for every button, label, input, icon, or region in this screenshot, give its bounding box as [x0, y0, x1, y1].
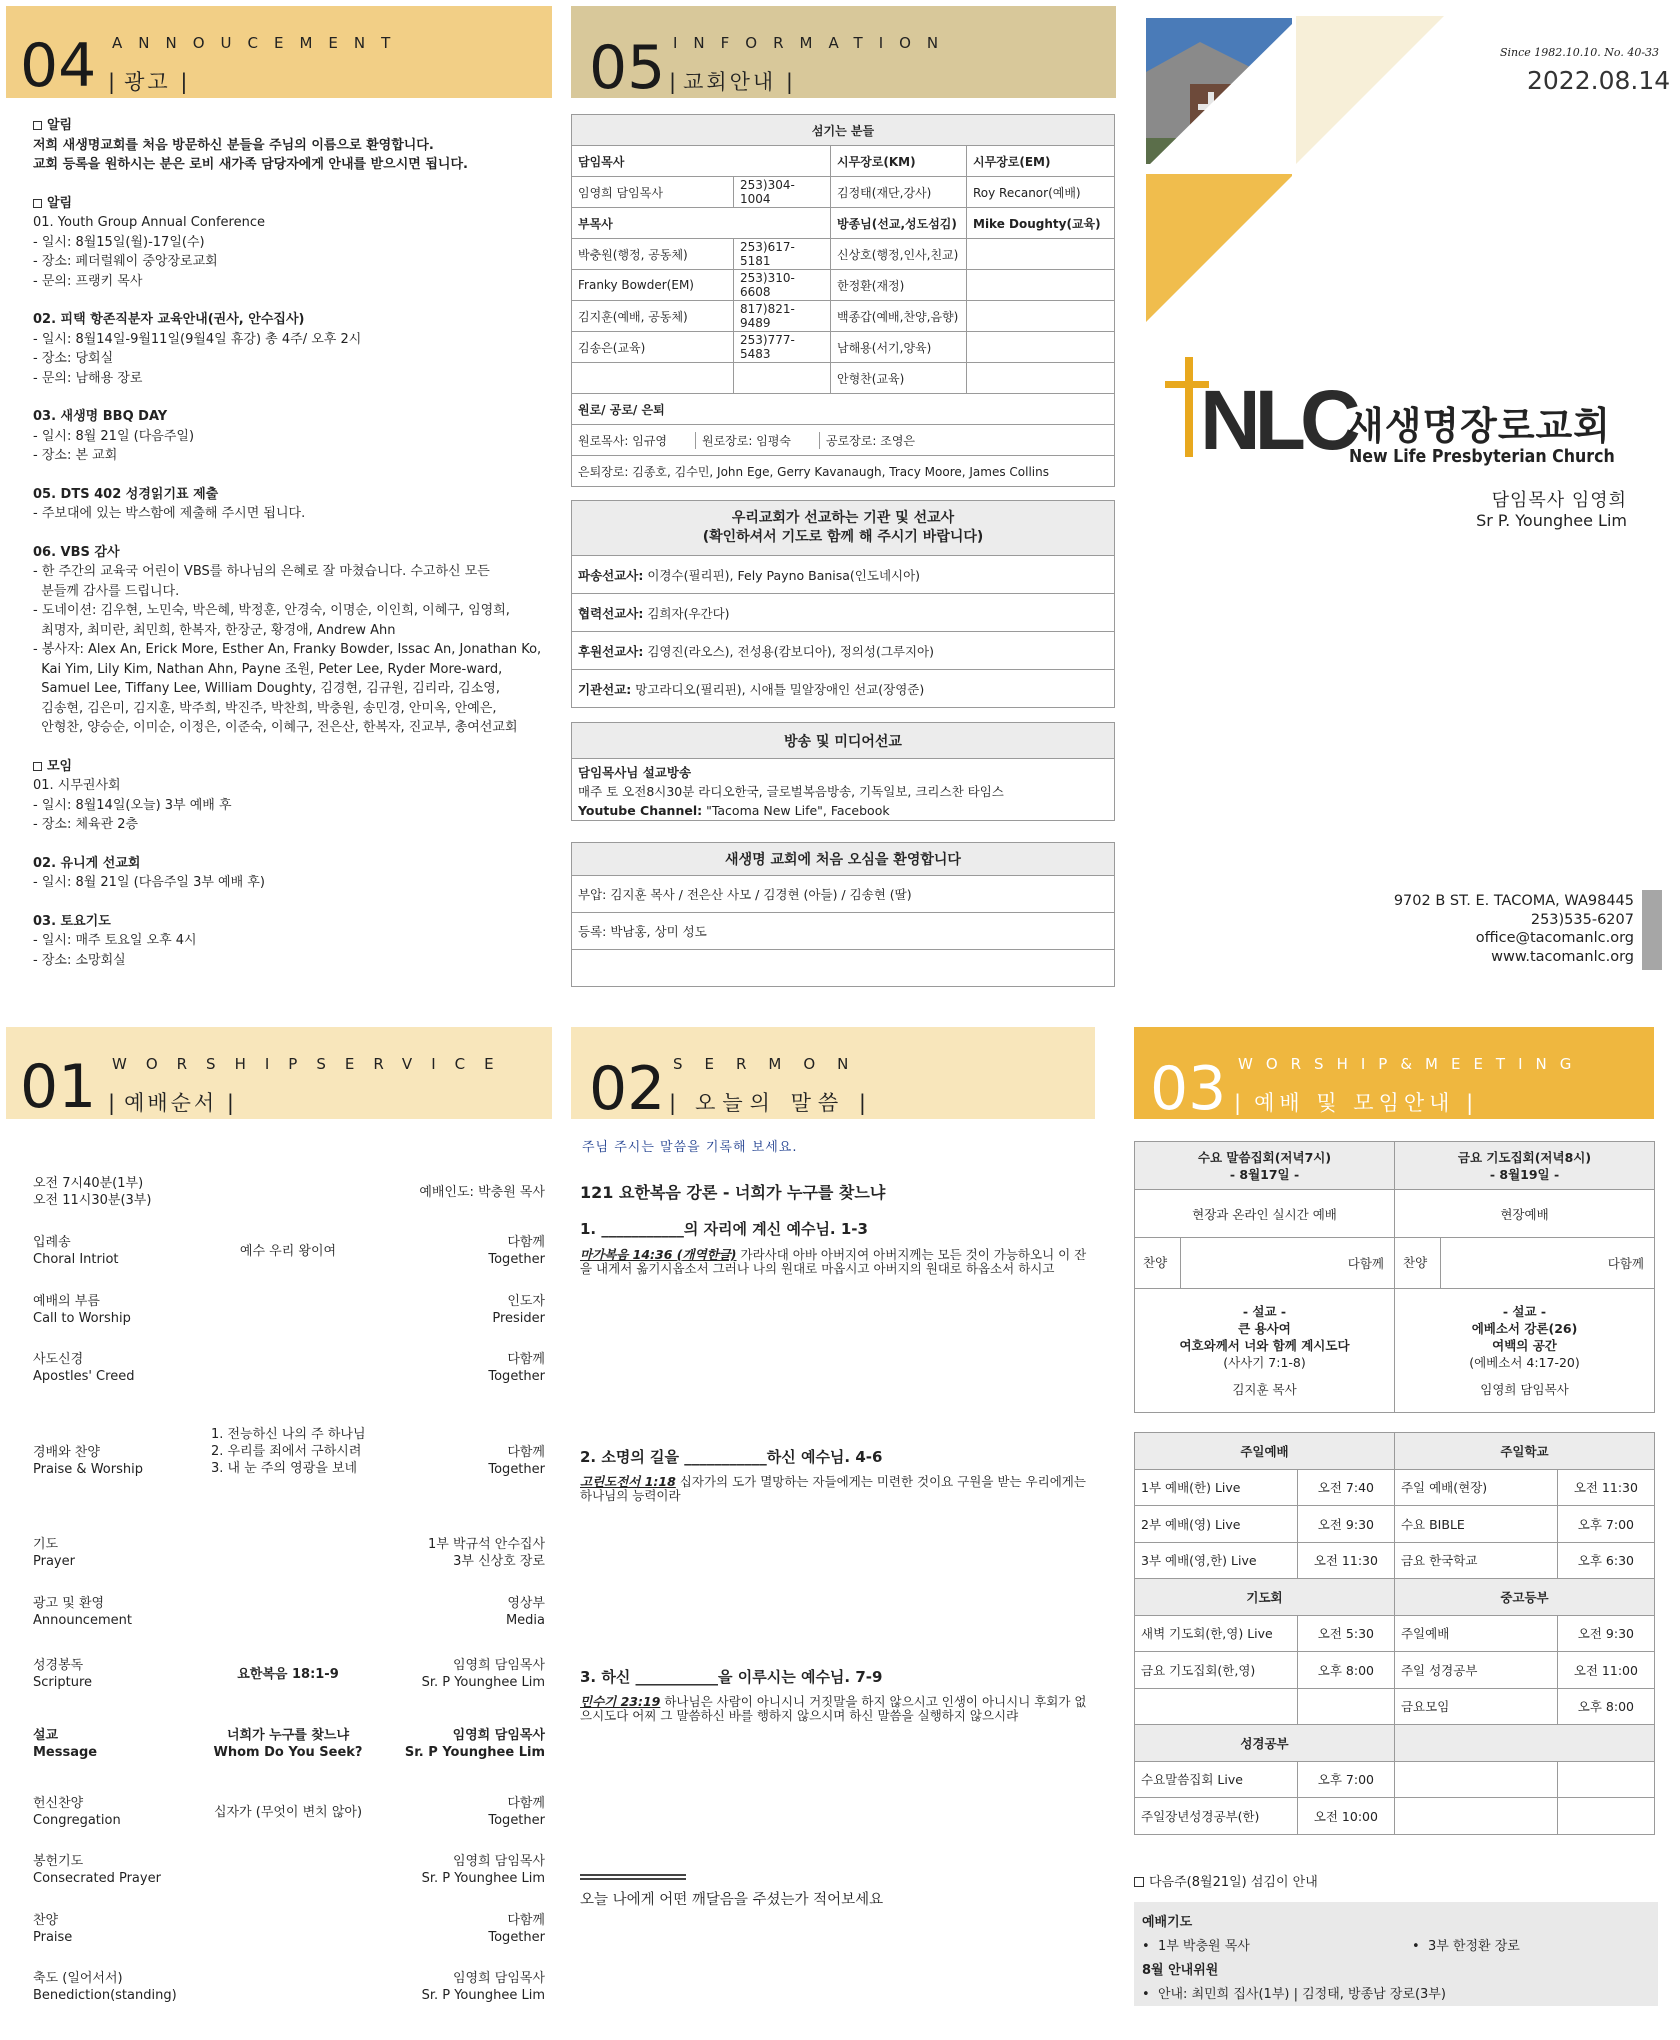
staff-cell	[572, 363, 734, 394]
church-name-kor: 새생명장로교회	[1347, 404, 1611, 448]
section-kor-title: | 교회안내 |	[669, 70, 796, 94]
verse-3: 민수기 23:19 하나님은 사람이 아니시니 거짓말을 하지 않으시고 인생이 아니시니 후회가 없으시도다 어찌 그 말씀하신 바를 행하지 않으시며 하신 말씀을 실행하지 않으시랴	[580, 1694, 1087, 1723]
section-number: 01	[20, 1052, 97, 1119]
cover-art	[1140, 12, 1460, 332]
section-number: 03	[1150, 1054, 1227, 1119]
order-leader: 임영희 담임목사 Sr. P Younghee Lim	[421, 1854, 545, 1886]
announcement-line: - 한 주간의 교육국 어린이 VBS를 하나님의 은혜로 잘 마쳤습니다. 수고하신 모든	[33, 564, 490, 579]
announcement-block	[33, 543, 548, 738]
schedule-cell	[1557, 1798, 1654, 1835]
schedule-cell: 금요 기도집회(한,영)	[1135, 1652, 1298, 1689]
order-leader: 다함께 Together	[488, 1352, 545, 1384]
verse-1: 마가복음 14:36 (개역한글) 가라사대 아바 아버지여 아버지께는 모든 것이 가능하오니 이 잔을 내게서 옮기시옵소서 그러나 나의 원대로 마옵시고 아버지의 원대로 하옵소서 하시고	[580, 1247, 1087, 1276]
welcome-title: 새생명 교회에 처음 오심을 환영합니다	[572, 843, 1115, 876]
schedule-cell: 주일예배	[1394, 1615, 1557, 1652]
fri-heading: 금요 기도집회(저녁8시) - 8월19일 -	[1395, 1142, 1655, 1190]
announcement-line: 모임	[33, 757, 548, 777]
retired-elders: 은퇴장로: 김종호, 김수민, John Ege, Gerry Kavanaugh, Tracy Moore, James Collins	[572, 456, 1115, 487]
order-leader: 임영희 담임목사 Sr. P Younghee Lim	[421, 1658, 545, 1690]
schedule-cell	[1394, 1761, 1557, 1798]
contact-block	[1380, 892, 1634, 966]
announcement-line: - 일시: 8월 21일 (다음주일)	[33, 428, 195, 444]
staff-cell: 임영희 담임목사	[572, 177, 734, 208]
schedule-empty	[1394, 1725, 1654, 1762]
announcement-line: - 장소: 소망회실	[33, 952, 126, 968]
prayer-label: 예배기도	[1142, 1915, 1193, 1930]
staff-cell: 담임목사	[572, 146, 831, 177]
announcement-header	[6, 6, 552, 98]
media-broadcast: 매주 토 오전8시30분 라디오한국, 글로벌복음방송, 기독일보, 크리스찬 타임스	[578, 784, 1004, 799]
announcement-line: - 장소: 본 교회	[33, 448, 118, 463]
order-item: 사도신경 Apostles' Creed	[33, 1352, 135, 1384]
staff-cell	[734, 363, 831, 394]
staff-cell	[967, 332, 1115, 363]
square-bullet-icon	[33, 121, 42, 130]
point-2: 2. 소명의 길을 ___________하신 예수님. 4-6	[580, 1448, 883, 1466]
welcome-empty-row	[572, 950, 1115, 987]
fri-praise-label: 찬양	[1395, 1238, 1441, 1288]
staff-cell: 253)304-1004	[734, 177, 831, 208]
staff-title: 섬기는 분들	[572, 115, 1115, 146]
announcement-line: - 봉사자: Alex An, Erick More, Esther An, Franky Bowder, Issac An, Jonathan Ko,	[33, 642, 542, 657]
section-kor-title: | 예배 및 모임안내 |	[1234, 1091, 1479, 1115]
staff-cell: 남해용(서기,양육)	[831, 332, 967, 363]
staff-cell: 253)777-5483	[734, 332, 831, 363]
square-bullet-icon	[33, 199, 42, 208]
schedule-cell: 오전 5:30	[1297, 1615, 1394, 1652]
section-kor-title: | 예배순서 |	[108, 1091, 237, 1115]
announcement-line: - 일시: 8월14일(오늘) 3부 예배 후	[33, 797, 232, 813]
wed-praise-value: 다함께	[1347, 1256, 1384, 1271]
order-content: 십자가 (무엇이 변치 않아)	[213, 1805, 363, 1820]
announcement-line: 교회 등록을 원하시는 분은 로비 새가족 담당자에게 안내를 받으시면 됩니다.	[33, 157, 468, 172]
schedule-cell: 오후 8:00	[1297, 1652, 1394, 1689]
order-item: 경배와 찬양 Praise & Worship	[33, 1445, 143, 1477]
staff-table	[571, 114, 1115, 487]
staff-cell: 253)617-5181	[734, 239, 831, 270]
order-item: 기도 Prayer	[33, 1537, 75, 1569]
order-leader: 예배인도: 박충원 목사	[419, 1185, 545, 1200]
address: 9702 B ST. E. TACOMA, WA98445	[1393, 893, 1634, 909]
welcome-box	[571, 842, 1115, 987]
mission-row: 후원선교사: 김영진(라오스), 전성용(캄보디아), 정의성(그루지아)	[572, 632, 1115, 670]
media-subtitle: 담임목사님 설교방송	[578, 765, 692, 780]
schedule-cell: 3부 예배(영,한) Live	[1135, 1542, 1298, 1579]
order-leader: 인도자 Presider	[492, 1294, 545, 1326]
schedule-cell: 오전 10:00	[1297, 1798, 1394, 1835]
since-line: Since 1982.10.10. No. 40-33	[1500, 46, 1660, 59]
announcement-line: - 장소: 체육관 2층	[33, 817, 139, 832]
announcement-block	[33, 194, 548, 292]
announcement-block	[33, 407, 548, 466]
logo-text: NLC	[1200, 373, 1355, 467]
schedule-cell	[1135, 1688, 1298, 1725]
announcement-line: - 도네이션: 김우현, 노민숙, 박은혜, 박정훈, 안경숙, 이명순, 이인희, 이혜구, 임영희,	[33, 603, 510, 618]
announcement-line: - 장소: 페더럴웨이 중앙장로교회	[33, 254, 218, 269]
announcement-block	[33, 485, 548, 524]
announcement-line: 02. 유니게 선교회	[33, 855, 141, 871]
staff-cell: 김지훈(예배, 공동체)	[572, 301, 734, 332]
schedule-cell: 오전 11:30	[1557, 1469, 1654, 1506]
staff-cell: Franky Bowder(EM)	[572, 270, 734, 301]
mission-row: 기관선교: 망고라디오(필리핀), 시애틀 밀알장애인 선교(장영준)	[572, 670, 1115, 708]
point-1: 1. ___________의 자리에 계신 예수님. 1-3	[580, 1220, 868, 1238]
schedule-cell: 오후 7:00	[1557, 1506, 1654, 1543]
schedule-cell: 오전 11:30	[1297, 1542, 1394, 1579]
mission-row: 파송선교사: 이경수(필리핀), Fely Payno Banisa(인도네시아)	[572, 556, 1115, 594]
wed-praise-label: 찬양	[1135, 1238, 1181, 1288]
order-item: 광고 및 환영 Announcement	[33, 1596, 132, 1628]
order-leader: 다함께 Together	[488, 1235, 545, 1267]
order-item: 예배의 부름 Call to Worship	[33, 1294, 131, 1326]
staff-cell: 김정태(재단,강사)	[831, 177, 967, 208]
mission-box	[571, 500, 1115, 708]
announcement-line: Samuel Lee, Tiffany Lee, William Doughty, 김경현, 김규원, 김리라, 김소영,	[33, 681, 500, 696]
order-item: 축도 (일어서서) Benediction(standing)	[33, 1971, 177, 2003]
cover-triangle-cream	[1296, 16, 1444, 164]
pastor-eng: Sr P. Younghee Lim	[1476, 511, 1627, 530]
guide-line: • 안내: 최민희 집사(1부) | 김정태, 방종남 장로(3부)	[1142, 1987, 1446, 2002]
schedule-cell: 수요말씀집회 Live	[1135, 1761, 1298, 1798]
midweek-table	[1134, 1141, 1655, 1413]
fri-praise-value: 다함께	[1607, 1256, 1644, 1271]
announcement-block	[33, 116, 548, 175]
schedule-heading: 기도회	[1135, 1579, 1395, 1616]
announcement-line: 05. DTS 402 성경읽기표 제출	[33, 486, 219, 502]
section-eng-title: ANNOUCEMENT	[112, 34, 407, 52]
announcement-line: 06. VBS 감사	[33, 544, 120, 560]
email-link[interactable]: office@tacomanlc.org	[1475, 930, 1634, 946]
order-item: 헌신찬양 Congregation	[33, 1796, 121, 1828]
sermon-header	[571, 1027, 1095, 1119]
order-content: 요한복음 18:1-9	[237, 1667, 339, 1682]
announcement-block	[33, 757, 548, 835]
staff-cell: Roy Recanor(예배)	[967, 177, 1115, 208]
schedule-heading: 주일예배	[1135, 1433, 1395, 1470]
order-content: 예수 우리 왕이여	[239, 1244, 337, 1259]
cover-side-bar	[1642, 890, 1662, 970]
elder-title: 원로/ 공로/ 은퇴	[572, 394, 1115, 425]
announcement-line: 분들께 감사를 드립니다.	[33, 583, 180, 599]
order-leader: 영상부 Media	[505, 1596, 545, 1628]
announcement-line: - 일시: 8월 21일 (다음주일 3부 예배 후)	[33, 875, 265, 890]
schedule-cell	[1394, 1798, 1557, 1835]
media-box	[571, 722, 1115, 821]
pastor-kor: 담임목사 임영희	[1491, 490, 1627, 511]
staff-cell	[967, 301, 1115, 332]
section-eng-title: WORSHIP&MEETING	[1238, 1055, 1585, 1073]
announcement-line: - 문의: 프랭키 목사	[33, 273, 143, 289]
announcement-line: 01. 시무권사회	[33, 778, 121, 793]
announcement-line: Kai Yim, Lily Kim, Nathan Ahn, Payne 조원, Peter Lee, Ryder More-ward,	[33, 661, 503, 677]
schedule-cell: 금요모임	[1394, 1688, 1557, 1725]
staff-cell: Mike Doughty(교육)	[967, 208, 1115, 239]
staff-cell	[967, 239, 1115, 270]
staff-cell: 방종님(선교,성도섬김)	[831, 208, 967, 239]
schedule-cell: 오전 9:30	[1297, 1506, 1394, 1543]
staff-cell: 부목사	[572, 208, 831, 239]
order-leader: 다함께 Together	[488, 1445, 545, 1477]
schedule-cell: 오후 6:30	[1557, 1542, 1654, 1579]
order-leader: 임영희 담임목사 Sr. P Younghee Lim	[421, 1971, 545, 2003]
schedule-heading: 성경공부	[1135, 1725, 1395, 1762]
order-item: 봉헌기도 Consecrated Prayer	[33, 1854, 161, 1886]
mission-row: 협력선교사: 김희자(우간다)	[572, 594, 1115, 632]
welcome-registered: 등록: 박남홍, 상미 성도	[572, 913, 1115, 950]
square-bullet-icon	[33, 762, 42, 771]
staff-cell: 안형찬(교육)	[831, 363, 967, 394]
sermon-hint: 주님 주시는 말씀을 기록해 보세요.	[582, 1140, 798, 1155]
next-week-box	[1134, 1902, 1658, 2006]
staff-cell: 신상호(행정,인사,친교)	[831, 239, 967, 270]
point-3: 3. 하신 ___________을 이루시는 예수님. 7-9	[580, 1668, 883, 1686]
phone: 253)535-6207	[1530, 911, 1634, 928]
announcement-block	[33, 912, 548, 971]
announcement-block	[33, 310, 548, 388]
section-kor-title: | 광고 |	[108, 70, 191, 94]
section-number: 04	[20, 31, 97, 98]
announcement-line: 03. 새생명 BBQ DAY	[33, 409, 168, 424]
schedule-cell	[1557, 1761, 1654, 1798]
fri-sermon: - 설교 - 에베소서 강론(26) 여백의 공간 (에베소서 4:17-20) 임영희 담임목사	[1395, 1289, 1655, 1413]
order-item: 오전 7시40분(1부) 오전 11시30분(3부)	[33, 1176, 152, 1208]
sermon-title: 121 요한복음 강론 - 너희가 누구를 찾느냐	[580, 1183, 886, 1202]
announcement-line: 알림	[33, 194, 548, 214]
section-kor-title: | 오늘의 말씀 |	[669, 1091, 873, 1115]
schedule-cell: 새벽 기도회(한,영) Live	[1135, 1615, 1298, 1652]
schedule-cell: 2부 예배(영) Live	[1135, 1506, 1298, 1543]
staff-cell: 817)821-9489	[734, 301, 831, 332]
order-content: 1. 전능하신 나의 주 하나님 2. 우리를 죄에서 구하시려 3. 내 눈 주의 영광을 보네	[211, 1427, 366, 1476]
staff-cell: 박충원(행정, 공동체)	[572, 239, 734, 270]
worship-header	[6, 1027, 552, 1119]
order-item: 설교 Message	[33, 1728, 98, 1760]
schedule-heading: 주일학교	[1394, 1433, 1654, 1470]
section-number: 02	[589, 1054, 666, 1119]
announcement-line: - 장소: 당회실	[33, 351, 114, 366]
announcement-line: - 일시: 매주 토요일 오후 4시	[33, 933, 197, 948]
schedule-cell: 오전 7:40	[1297, 1469, 1394, 1506]
guide-label: 8월 안내위원	[1142, 1963, 1219, 1978]
announcement-line: 최명자, 최미란, 최민희, 한복자, 한장군, 황경애, Andrew Ahn	[33, 622, 396, 638]
schedule-cell: 1부 예배(한) Live	[1135, 1469, 1298, 1506]
cross-icon	[1185, 357, 1193, 457]
order-leader: 다함께 Together	[488, 1796, 545, 1828]
order-item: 성경봉독 Scripture	[33, 1658, 93, 1690]
announcement-line: - 일시: 8월14일-9월11일(9월4일 휴강) 총 4주/ 오후 2시	[33, 331, 362, 347]
order-leader: 다함께 Together	[488, 1913, 545, 1945]
reflection-prompt: 오늘 나에게 어떤 깨달음을 주셨는가 적어보세요	[580, 1892, 884, 1908]
next-week-label: 다음주(8월21일) 섬김이 안내	[1134, 1871, 1318, 1890]
section-number: 05	[589, 33, 666, 98]
media-title: 방송 및 미디어선교	[572, 723, 1115, 759]
announcement-line: 김송현, 김은미, 김지훈, 박주희, 박진주, 박찬희, 박충원, 송민경, 안미옥, 안예은,	[33, 700, 497, 716]
mission-title: 우리교회가 선교하는 기관 및 선교사 (확인하셔서 기도로 함께 해 주시기 바랍니다)	[572, 501, 1115, 556]
section-eng-title: INFORMATION	[673, 34, 955, 52]
staff-cell: 시무장로(EM)	[967, 146, 1115, 177]
wed-mode: 현장과 온라인 실시간 예배	[1135, 1190, 1395, 1238]
prayer-1: • 1부 박충원 목사	[1142, 1939, 1250, 1954]
announcement-line: 알림	[33, 116, 548, 136]
announcement-line: - 주보대에 있는 박스함에 제출해 주시면 됩니다.	[33, 506, 306, 521]
schedule-cell: 오후 8:00	[1557, 1688, 1654, 1725]
schedule-cell: 오전 9:30	[1557, 1615, 1654, 1652]
staff-cell: 253)310-6608	[734, 270, 831, 301]
order-item: 찬양 Praise	[33, 1913, 73, 1945]
schedule-cell: 금요 한국학교	[1394, 1542, 1557, 1579]
bulletin-date: 2022.08.14	[1527, 66, 1671, 95]
section-eng-title: WORSHIPSERVICE	[112, 1055, 513, 1073]
staff-cell: 시무장로(KM)	[831, 146, 967, 177]
order-item: 입례송 Choral Intriot	[33, 1235, 119, 1267]
square-bullet-icon	[1134, 1877, 1144, 1887]
staff-cell: 김송은(교육)	[572, 332, 734, 363]
meeting-header	[1134, 1027, 1654, 1119]
announcement-line: 01. Youth Group Annual Conference	[33, 215, 266, 230]
staff-cell: 한정환(재정)	[831, 270, 967, 301]
prayer-3: • 3부 한정환 장로	[1412, 1939, 1520, 1954]
information-header	[571, 6, 1116, 98]
schedule-cell: 수요 BIBLE	[1394, 1506, 1557, 1543]
verse-2: 고린도전서 1:18 십자가의 도가 멸망하는 자들에게는 미련한 것이요 구원을 받는 우리에게는 하나님의 능력이라	[580, 1474, 1086, 1503]
fri-mode: 현장예배	[1395, 1190, 1655, 1238]
youtube-label: Youtube Channel:	[578, 803, 703, 818]
announcement-line: - 문의: 남해용 장로	[33, 370, 143, 386]
announcement-line: 안형찬, 양승순, 이미순, 이정은, 이준숙, 이혜구, 전은산, 한복자, 진교부, 총여선교회	[33, 720, 518, 735]
schedule-cell: 오후 7:00	[1297, 1761, 1394, 1798]
staff-cell	[967, 270, 1115, 301]
wed-heading: 수요 말씀집회(저녁7시) - 8월17일 -	[1135, 1142, 1395, 1190]
cover-triangle-gold	[1146, 174, 1292, 322]
order-leader: 1부 박규석 안수집사 3부 신상호 장로	[428, 1537, 545, 1569]
announcement-line: 03. 토요기도	[33, 913, 111, 929]
website-link[interactable]: www.tacomanlc.org	[1491, 948, 1634, 965]
youtube-channel: "Tacoma New Life", Facebook	[702, 803, 890, 818]
staff-cell	[967, 363, 1115, 394]
announcement-block	[33, 854, 548, 893]
announcement-line: - 일시: 8월15일(월)-17일(수)	[33, 234, 205, 250]
order-leader: 임영희 담임목사 Sr. P Younghee Lim	[404, 1728, 545, 1760]
announcement-line: 02. 피택 항존직분자 교육안내(권사, 안수집사)	[33, 312, 305, 327]
schedule-cell	[1297, 1688, 1394, 1725]
announcement-line: 저희 새생명교회를 처음 방문하신 분들을 주님의 이름으로 환영합니다.	[33, 137, 434, 153]
schedule-heading: 중고등부	[1394, 1579, 1654, 1616]
welcome-family: 부압: 김지훈 목사 / 전은산 사모 / 김경현 (아들) / 김송현 (딸)	[572, 876, 1115, 913]
schedule-cell: 주일장년성경공부(한)	[1135, 1798, 1298, 1835]
schedule-cell: 오전 11:00	[1557, 1652, 1654, 1689]
schedule-table	[1134, 1432, 1655, 1835]
order-content: 너희가 누구를 찾느냐 Whom Do You Seek?	[213, 1728, 363, 1760]
schedule-cell: 주일 예배(현장)	[1394, 1469, 1557, 1506]
reflection-lines	[580, 1874, 686, 1880]
schedule-cell: 주일 성경공부	[1394, 1652, 1557, 1689]
church-name-eng: New Life Presbyterian Church	[1349, 446, 1615, 467]
elders: 원로목사: 임규영 원로장로: 임평숙 공로장로: 조영은	[572, 425, 1115, 456]
section-eng-title: SERMON	[673, 1055, 871, 1073]
wed-sermon: - 설교 - 큰 용사여 여호와께서 너와 함께 계시도다 (사사기 7:1-8) 김지훈 목사	[1135, 1289, 1395, 1413]
announcement-list	[33, 116, 548, 989]
staff-cell: 백종갑(예배,찬양,음향)	[831, 301, 967, 332]
